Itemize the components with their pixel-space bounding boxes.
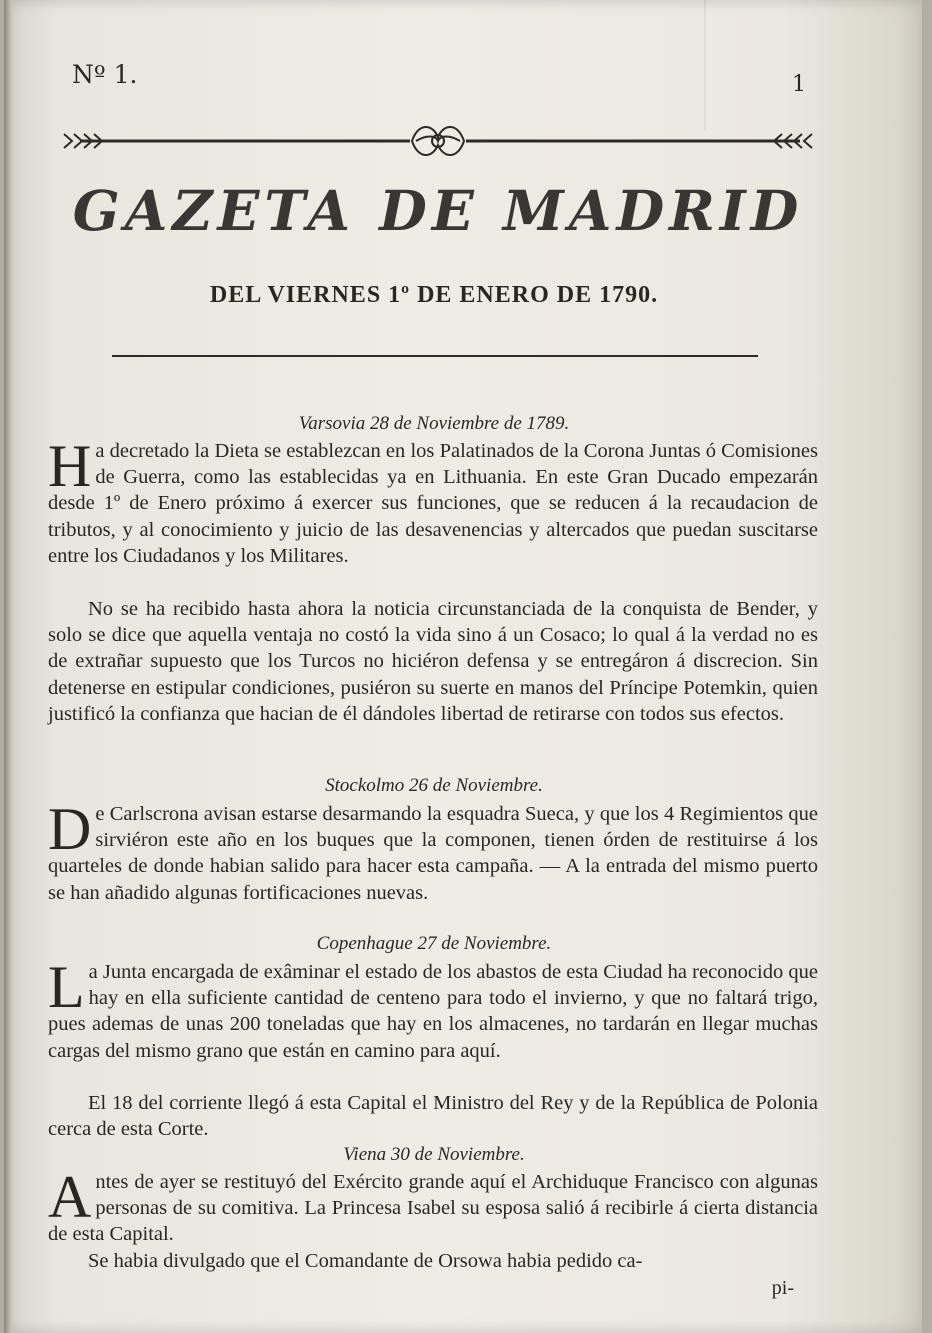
- article-paragraph: [48, 433, 818, 569]
- issue-dateline: DEL VIERNES 1º DE ENERO DE 1790.: [209, 282, 659, 308]
- header-rule: [112, 355, 758, 357]
- article-paragraph: [48, 954, 818, 1064]
- drop-cap: L: [48, 954, 85, 1020]
- article-dateline: Viena 30 de Noviembre.: [343, 1144, 525, 1165]
- article-paragraph: [48, 796, 818, 906]
- drop-cap: H: [48, 433, 92, 499]
- paragraph-text: ntes de ayer se restituyó del Exército grande aquí el Archiduque Francisco con algunas personas de su comitiva. La Princesa Isabel su esposa salió á recibirle á cierta distancia de esta Capital.: [48, 1171, 818, 1246]
- newspaper-page: [4, 0, 922, 1333]
- article-dateline: Copenhague 27 de Noviembre.: [316, 933, 552, 954]
- paragraph-text: a Junta encargada de exâminar el estado de los abastos de esta Ciudad ha reconocido que hay en ella suficiente cantidad de centeno para todo el invierno, y que no faltará trigo, pues ademas de unas 200 toneladas que hay en los almacenes, no tardarán en llegar muchas cargas del mismo grano que están en camino para aquí.: [48, 961, 818, 1062]
- article-paragraph: [48, 1164, 818, 1248]
- paragraph-text: El 18 del corriente llegó á esta Capital el Ministro del Rey y de la República de Polonia cerca de esta Corte.: [48, 1092, 818, 1141]
- paragraph-text: No se ha recibido hasta ahora la noticia circunstanciada de la conquista de Bender, y solo se dice que aquella ventaja no costó la vida sino á un Cosaco; lo qual á la verdad no es de extrañar supuesto que los Turcos no hiciéron defensa y se entregáron á discrecion. Sin detenerse en estipular condiciones, pusiéron su suerte en manos del Príncipe Potemkin, quien justificó la confianza que hacian de él dándoles libertad de retirarse con todos sus efectos.: [48, 598, 818, 725]
- ornamental-rule: [60, 116, 816, 166]
- catchword: pi-: [771, 1277, 794, 1299]
- drop-cap: A: [48, 1164, 92, 1230]
- drop-cap: D: [48, 796, 92, 862]
- paragraph-text: a decretado la Dieta se establezcan en los Palatinados de la Corona Juntas ó Comisiones de Guerra, como las establecidas ya en Lithuania. En este Gran Ducado empezarán desde 1º de Enero próximo á exercer sus funciones, que se reducen á la recaudacion de tributos, y al conocimiento y juicio de las desavenencias y altercados que puedan suscitarse entre los Ciudadanos y los Militares.: [48, 440, 818, 567]
- page-number: 1: [792, 72, 806, 97]
- paragraph-text: e Carlscrona avisan estarse desarmando la esquadra Sueca, y que los 4 Regimientos que sirviéron este año en los buques que la componen, tienen órden de restituirse á los quarteles de donde habian salido para hacer esta campaña. — A la entrada del mismo puerto se han añadido algunas fortificaciones nuevas.: [48, 803, 818, 904]
- article-paragraph: [48, 1090, 818, 1142]
- article-dateline: Varsovia 28 de Noviembre de 1789.: [298, 413, 570, 434]
- paper-crease: [704, 0, 706, 130]
- article-paragraph: [48, 596, 818, 727]
- masthead-title: GAZETA DE MADRID: [72, 178, 804, 243]
- paragraph-text: Se habia divulgado que el Comandante de Orsowa habia pedido ca-: [88, 1250, 643, 1272]
- article-paragraph: [48, 1248, 818, 1274]
- article-dateline: Stockolmo 26 de Noviembre.: [325, 775, 543, 796]
- issue-number: Nº 1.: [72, 60, 138, 89]
- binding-edge: [4, 0, 12, 1333]
